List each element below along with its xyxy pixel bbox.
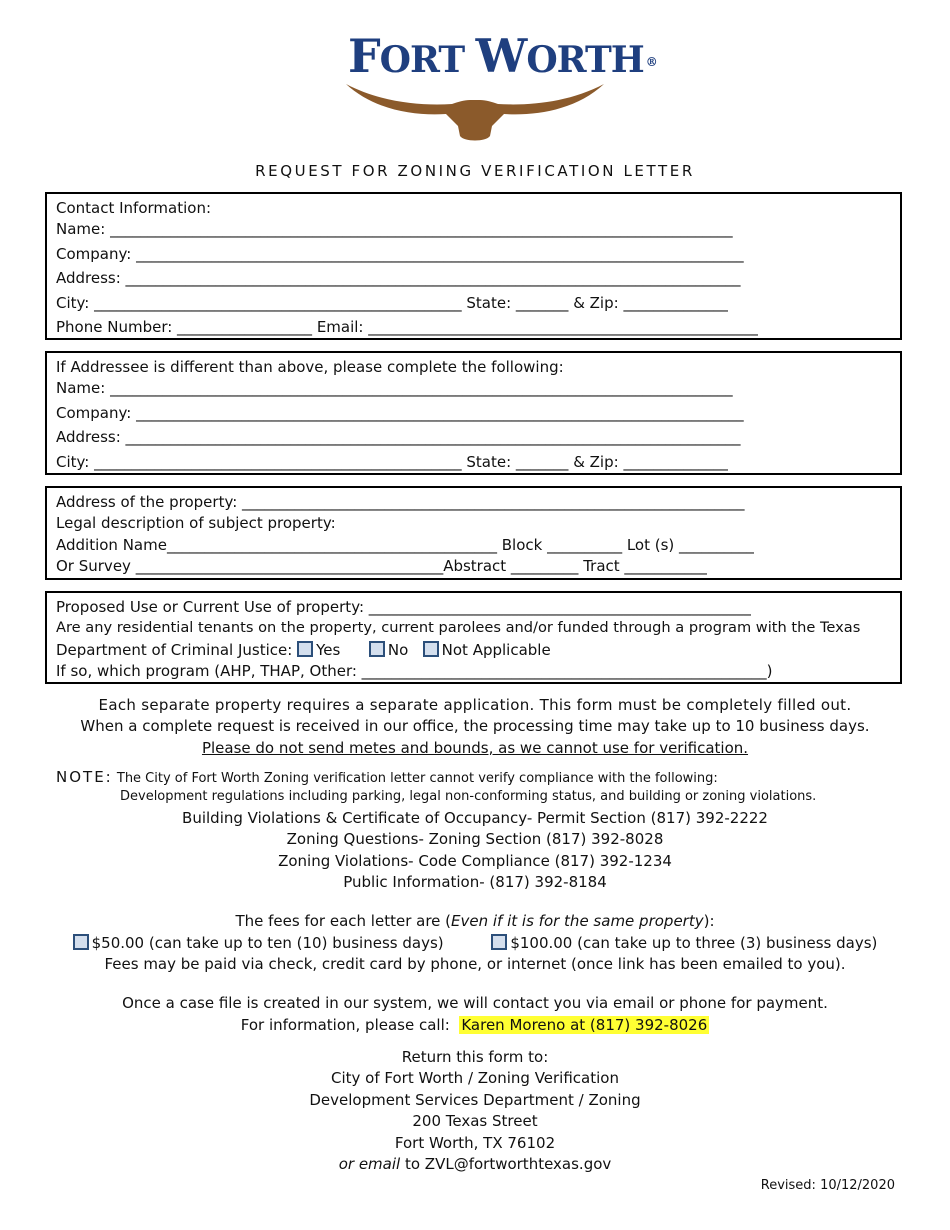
not-applicable-label: Not Applicable — [441, 641, 551, 659]
program-field[interactable]: If so, which program (AHP, THAP, Other: ______________________________________________________) — [56, 662, 773, 680]
public-information-contact: Public Information- (817) 392-8184 — [343, 873, 607, 891]
contact-heading: Contact Information: — [56, 199, 212, 217]
tdcj-question-row — [56, 639, 551, 661]
fees-intro: The fees for each letter are (Even if it is for the same property): — [235, 912, 715, 930]
building-violations-contact: Building Violations & Certificate of Occupancy- Permit Section (817) 392-2222 — [182, 809, 768, 827]
email-prefix: or email — [338, 1155, 401, 1173]
addressee-section — [45, 351, 902, 475]
no-checkbox[interactable] — [369, 641, 385, 657]
legal-description-label: Legal description of subject property: — [56, 514, 336, 532]
zoning-questions-contact: Zoning Questions- Zoning Section (817) 392-8028 — [286, 830, 664, 848]
addressee-city-state-zip-field[interactable]: City: _________________________________________________ State: _______ & Zip: ______________ — [56, 453, 729, 471]
addressee-company-field[interactable]: Company: _________________________________________________________________________________ — [56, 404, 744, 422]
proposed-use-field[interactable]: Proposed Use or Current Use of property: ___________________________________________________ — [56, 598, 752, 616]
return-line-4: Fort Worth, TX 76102 — [394, 1134, 556, 1152]
use-section — [45, 591, 902, 684]
tdcj-label: Department of Criminal Justice: — [56, 641, 293, 659]
no-label: No — [387, 641, 409, 659]
yes-label: Yes — [316, 641, 341, 659]
contact-phone-highlight: Karen Moreno at (817) 392-8026 — [461, 1016, 708, 1034]
metes-bounds-notice: Please do not send metes and bounds, as we cannot use for verification. — [201, 739, 749, 757]
fee-50-label: $50.00 (can take up to ten (10) business days) — [91, 934, 444, 952]
information-call-label: For information, please call: — [240, 1016, 450, 1034]
information-call-row — [0, 1014, 950, 1036]
addressee-name-field[interactable]: Name: ___________________________________________________________________________________ — [56, 379, 733, 397]
form-title: REQUEST FOR ZONING VERIFICATION LETTER — [255, 162, 695, 180]
tenants-question: Are any residential tenants on the property, current parolees and/or funded through a program with the Texas — [56, 619, 861, 636]
return-heading: Return this form to: — [401, 1048, 549, 1066]
addressee-heading: If Addressee is different than above, please complete the following: — [56, 358, 564, 376]
note-regulations-text: Development regulations including parking, legal non-conforming status, and building or zoning violations. — [120, 789, 817, 804]
return-line-3: 200 Texas Street — [412, 1112, 538, 1130]
contact-city-state-zip-field[interactable]: City: _________________________________________________ State: _______ & Zip: ______________ — [56, 294, 729, 312]
contact-company-field[interactable]: Company: _________________________________________________________________________________ — [56, 245, 744, 263]
zoning-violations-contact: Zoning Violations- Code Compliance (817) 392-1234 — [278, 852, 672, 870]
fort-worth-logo — [340, 28, 658, 143]
contact-phone-email-field[interactable]: Phone Number: __________________ Email: ____________________________________________________ — [56, 318, 759, 336]
fee-50-checkbox[interactable] — [73, 934, 89, 950]
contact-address-field[interactable]: Address: __________________________________________________________________________________ — [56, 269, 741, 287]
processing-time-text: When a complete request is received in our office, the processing time may take up to 10 business days. — [80, 717, 870, 735]
contact-name-field[interactable]: Name: ___________________________________________________________________________________ — [56, 220, 733, 238]
property-section — [45, 486, 902, 580]
addressee-address-field[interactable]: Address: __________________________________________________________________________________ — [56, 428, 741, 446]
fee-100-label: $100.00 (can take up to three (3) business days) — [510, 934, 878, 952]
contact-section — [45, 192, 902, 340]
separate-application-text: Each separate property requires a separate application. This form must be completely filled out. — [98, 696, 852, 714]
return-email-link[interactable]: to ZVL@fortworthtexas.gov — [404, 1155, 612, 1173]
return-line-2: Development Services Department / Zoning — [309, 1091, 641, 1109]
yes-checkbox[interactable] — [297, 641, 313, 657]
fee-options-row — [0, 932, 950, 954]
note-text: The City of Fort Worth Zoning verification letter cannot verify compliance with the following: — [116, 771, 718, 786]
logo-wordmark: FORT WORTH ® — [348, 29, 658, 83]
payment-methods-text: Fees may be paid via check, credit card by phone, or internet (once link has been emailed to you). — [104, 955, 846, 973]
fee-100-checkbox[interactable] — [491, 934, 507, 950]
addition-block-lot-field[interactable]: Addition Name____________________________________________ Block __________ Lot (s) __________ — [56, 536, 755, 554]
return-email-row — [0, 1153, 950, 1175]
case-file-text: Once a case file is created in our system, we will contact you via email or phone for payment. — [122, 994, 828, 1012]
revised-date: Revised: 10/12/2020 — [760, 1178, 895, 1193]
survey-abstract-tract-field[interactable]: Or Survey _________________________________________Abstract _________ Tract ___________ — [56, 557, 707, 575]
longhorn-icon — [340, 80, 610, 142]
note-line — [56, 767, 718, 789]
property-address-field[interactable]: Address of the property: ___________________________________________________________________ — [56, 493, 745, 511]
return-line-1: City of Fort Worth / Zoning Verification — [331, 1069, 619, 1087]
note-label: NOTE: — [56, 768, 113, 786]
not-applicable-checkbox[interactable] — [423, 641, 439, 657]
